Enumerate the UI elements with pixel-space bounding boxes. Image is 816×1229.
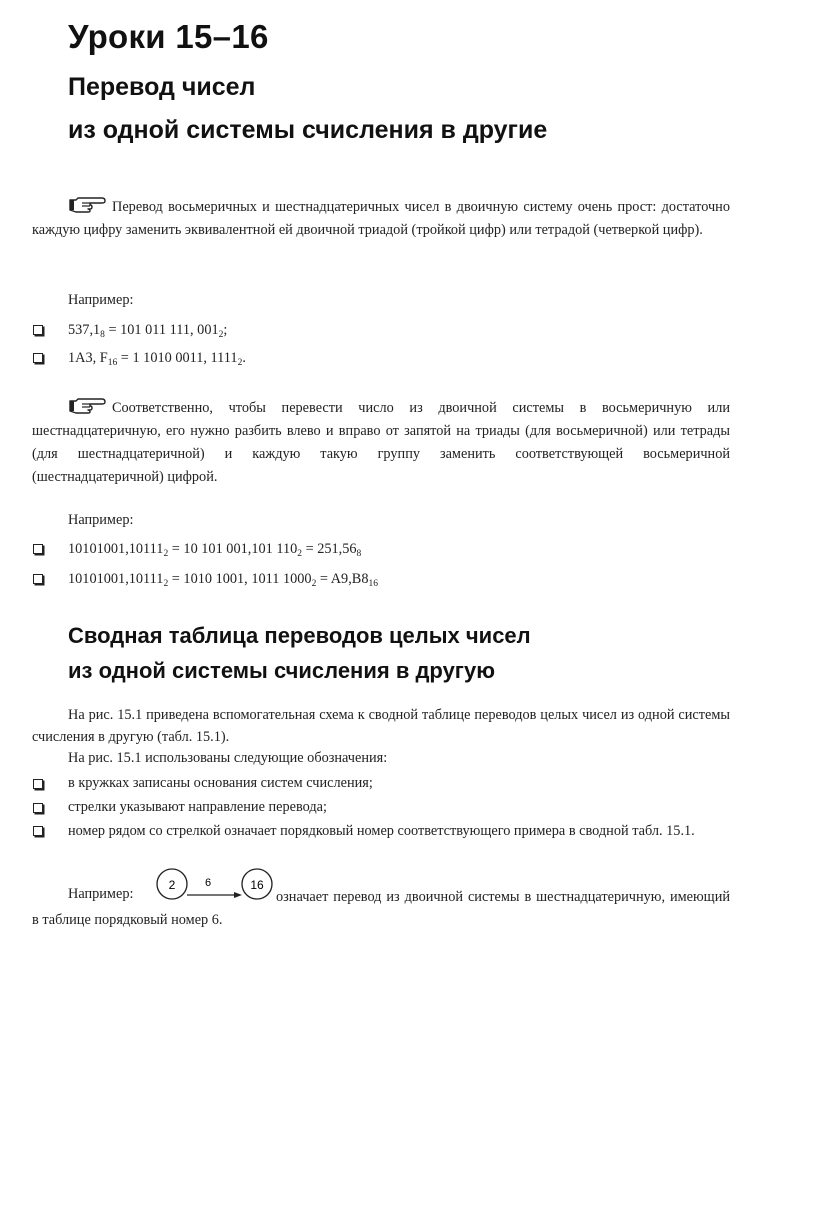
example-label-1: Например: xyxy=(68,292,134,308)
checkbox-bullet-icon xyxy=(33,544,43,554)
target-base-label: 16 xyxy=(250,878,264,892)
step-number-label: 6 xyxy=(204,877,212,889)
checkbox-bullet-icon xyxy=(33,779,43,789)
example-2-text: 1A3, $F_{16} = 1$ 1010 0011, $1111_2$. xyxy=(68,350,246,368)
rule-1-text: Перевод восьмеричных и шестнадцатеричных чисел в двоичную систему очень прост: достаточно каждую цифру заменить эквивалентной ей двоичной триадой (тройкой цифр) или тетрадой (четверкой цифр). xyxy=(32,199,730,238)
source-base-label: 2 xyxy=(168,878,176,892)
rule-2-text: Соответственно, чтобы перевести число из двоичной системы в восьмеричную или шестнадцатеричную, его нужно разбить влево и вправо от запятой на триады (для восьмеричной) или тетрады (для шестнадцатеричной) и каждую такую группу заменить соответствующей восьмеричной (шестнадцатеричной) цифрой. xyxy=(32,400,730,485)
checkbox-bullet-icon xyxy=(33,325,43,335)
checkbox-bullet-icon xyxy=(33,803,43,813)
example-4-text: $10101001,10111_2 = 1010$ 1001, 1011 $1000_2 = A9,B8_{16}$ xyxy=(68,571,378,589)
section-title-line-1: Перевод чисел xyxy=(68,73,256,101)
intro-paragraph: На рис. 15.1 приведена вспомогательная схема к сводной таблице переводов целых чисел из одной системы счисления в другую (табл. 15.1). xyxy=(32,707,730,745)
example-label-3: Например: xyxy=(68,886,134,902)
diagram-explanation: означает перевод из двоичной системы в шестнадцатеричную, имеющий в таблице порядковый номер 6. xyxy=(32,889,730,928)
pointing-hand-icon xyxy=(68,195,106,213)
document-page: Уроки 15–16 Перевод чисел из одной системы счисления в другие Перевод восьмеричных и шестнадцатеричных чисел в двоичную систему очень прост: достаточно каждую цифру заменить эквивалентной ей двоичной триадой (тройкой цифр) или тетрадой (четверкой цифр). Например: $537,1_8 = 101$ 011 111, $001_2$; 1A3, $F_{16} = 1$ 1010 0011, $1111_2$. Соответственно, чтобы перевести число из двоичной системы в восьмеричную или шестнадцатеричную, его нужно разбить влево и вправо от запятой на триады (для восьмеричной) или тетрады (для шестнадцатеричной) и каждую такую группу заменить соответствующей восьмеричной (шестнадцатеричной) цифрой. Например: $10101001,10111_2 = 10$ 101 001,101 $110_2 = 251,56_8$ $10101001,10111_2 = 1010$ 1001, 1011 $1000_2 = A9,B8_{16}$ Сводная таблица переводов целых чисел из одной системы счисления в другую На рис. 15.1 приведена вспомогательная схема к сводной таблице переводов целых чисел из одной системы счисления в другую (табл. 15.1). На рис. 15.1 использованы следующие обозначения: в кружках записаны основания систем счисления; стрелки указывают направление перевода; номер рядом со стрелкой означает порядковый номер соответствующего примера в сводной табл. 15.1. Например: 2 6 16 означает перевод из двоичной системы в шестнадцатеричную, имеющий в таблице порядковый номер 6. xyxy=(0,0,816,1229)
example-3-text: $10101001,10111_2 = 10$ 101 001,101 $110_2 = 251,56_8$ xyxy=(68,541,362,559)
notation-intro: На рис. 15.1 использованы следующие обозначения: xyxy=(68,750,388,766)
summary-title-line-1: Сводная таблица переводов целых чисел xyxy=(68,623,531,648)
section-title-line-2: из одной системы счисления в другие xyxy=(68,116,548,144)
example-1-text: $537,1_8 = 101$ 011 111, $001_2$; xyxy=(68,322,228,340)
checkbox-bullet-icon xyxy=(33,574,43,584)
pointing-hand-icon xyxy=(68,396,106,414)
checkbox-bullet-icon xyxy=(33,826,43,836)
summary-title-line-2: из одной системы счисления в другую xyxy=(68,658,495,683)
rule-paragraph-2 xyxy=(32,396,730,489)
checkbox-bullet-icon xyxy=(33,353,43,363)
rule-paragraph-1 xyxy=(32,195,730,242)
example-label-2: Например: xyxy=(68,512,134,528)
lesson-title: Уроки 15–16 xyxy=(68,18,269,55)
